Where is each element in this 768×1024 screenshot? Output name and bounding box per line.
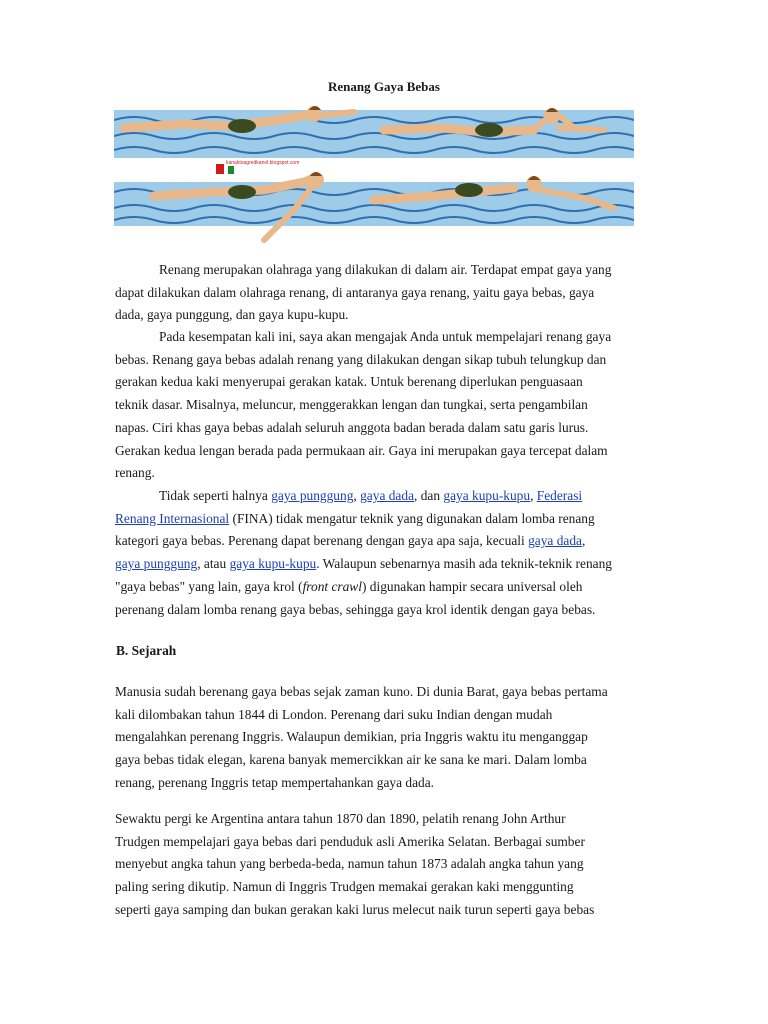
paragraph-fina: Tidak seperti halnya gaya punggung, gaya dada, dan gaya kupu-kupu, Federasi Renang Internasional (FINA) tidak mengatur teknik yang digunakan dalam lomba renang kategori gaya bebas. Perenang dapat berenang dengan gaya apa saja, kecuali gaya dada, gaya punggung, atau gaya kupu-kupu. Walaupun sebenarnya masih ada teknik-teknik renang "gaya bebas" yang lain, gaya krol (front crawl) digunakan hampir secara universal oleh perenang dalam lomba renang gaya bebas, sehingga gaya krol identik dengan gaya bebas. — [115, 488, 612, 617]
link-federasi-renang-internasional-cont[interactable]: Renang Internasional — [115, 510, 230, 526]
paragraph-history-1: Manusia sudah berenang gaya bebas sejak zaman kuno. Di dunia Barat, gaya bebas pertama kali dilombakan tahun 1844 di London. Perenang dari suku Indian dengan mudah mengalahkan perenang Inggris. Walaupun demikian, pria Inggris waktu itu menganggap gaya bebas tidak elegan, karena banyak memercikkan air ke sana ke mari. Dalam lomba renang, perenang Inggris tetap mempertahankan gaya dada. — [115, 684, 608, 790]
paragraph-description: Pada kesempatan kali ini, saya akan mengajak Anda untuk mempelajari renang gaya bebas. Renang gaya bebas adalah renang yang dilakukan dengan sikap tubuh telungkup dan gerakan kedua kaki menyerupai gerakan katak. Untuk berenang diperlukan penguasaan teknik dasar. Misalnya, meluncur, menggerakkan lengan dan tungkai, serta pengambilan napas. Ciri khas gaya bebas adalah seluruh anggota badan berada dalam satu garis lurus. Gerakan kedua lengan berada pada permukaan air. Gaya ini merupakan gaya tercepat dalam renang. — [115, 329, 612, 481]
italic-front-crawl: front crawl — [302, 578, 362, 594]
watermark-text: kanaktoagredkanol.blogspot.com — [226, 160, 300, 166]
link-gaya-dada-2[interactable]: gaya dada — [528, 533, 582, 549]
paragraph-history-2: Sewaktu pergi ke Argentina antara tahun 1870 dan 1890, pelatih renang John Arthur Trudgen mempelajari gaya bebas dari penduduk asli Amerika Selatan. Berbagai sumber menyebut angka tahun yang berbeda-beda, namun tahun 1873 adalah angka tahun yang paling sering dikutip. Namun di Inggris Trudgen memakai gerakan kaki menggunting seperti gaya samping dan bukan gerakan kaki lurus melecut naik turun seperti gaya bebas — [115, 811, 595, 917]
link-gaya-kupu-kupu-2[interactable]: gaya kupu-kupu — [229, 556, 317, 572]
page-title: Renang Gaya Bebas — [328, 79, 440, 94]
link-gaya-dada[interactable]: gaya dada — [360, 488, 415, 503]
paragraph-intro: Renang merupakan olahraga yang dilakukan di dalam air. Terdapat empat gaya yang dapat dilakukan dalam olahraga renang, di antaranya gaya renang, yaitu gaya bebas, gaya dada, gaya punggung, dan gaya kupu-kupu. — [115, 262, 612, 323]
link-gaya-kupu-kupu[interactable]: gaya kupu-kupu — [443, 488, 531, 503]
link-federasi-renang-internasional[interactable]: Federasi — [536, 488, 583, 503]
swimmers-illustration — [114, 100, 634, 252]
section-title-sejarah: B. Sejarah — [116, 643, 177, 658]
link-gaya-punggung-2[interactable]: gaya punggung — [115, 556, 198, 572]
link-gaya-punggung[interactable]: gaya punggung — [271, 488, 354, 503]
